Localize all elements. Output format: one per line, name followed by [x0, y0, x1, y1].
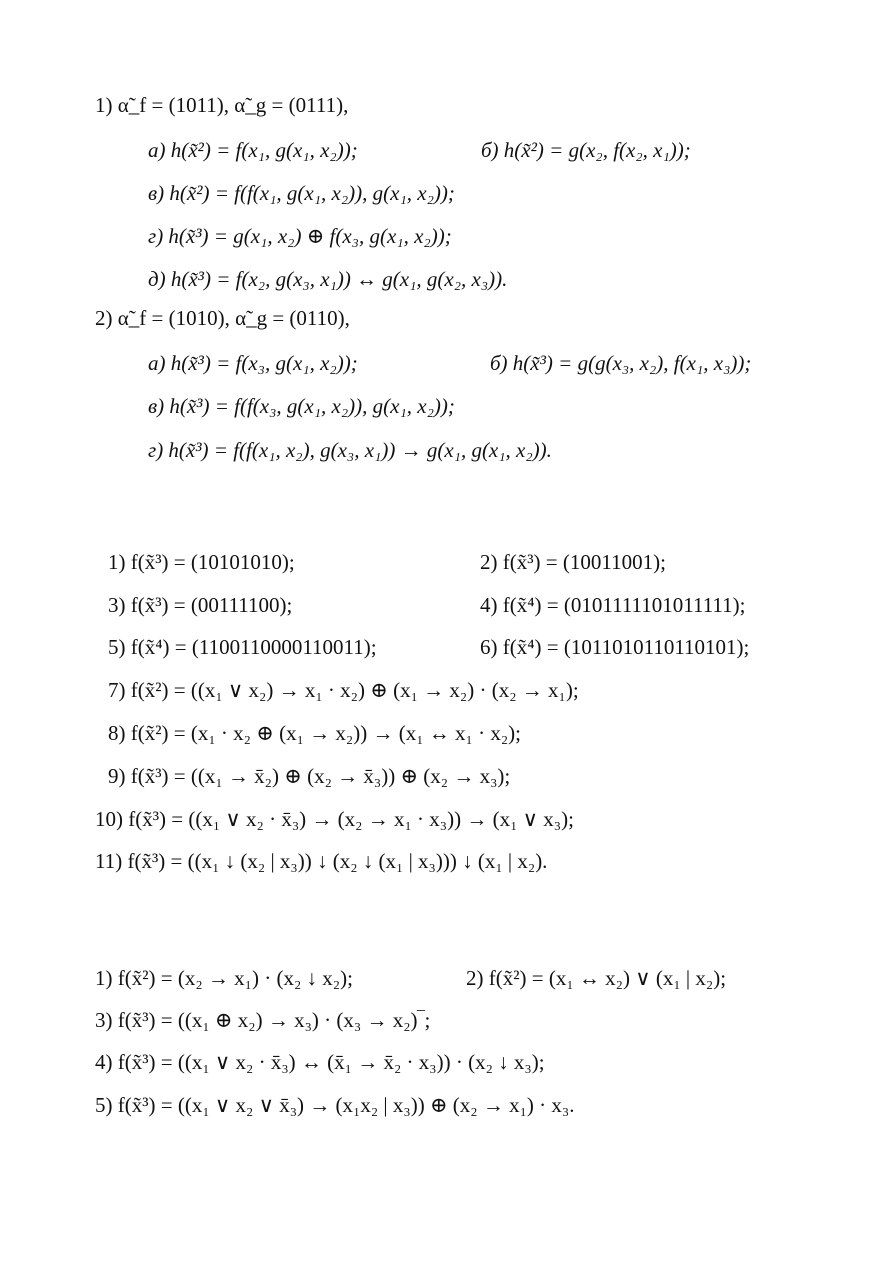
block3-item-3: 3) f(x̃³) = ((x₁ ⊕ x₂) → x₃) · (x₃ → x₂)‾;: [95, 1008, 431, 1032]
block3-item-2: 2) f(x̃²) = (x₁ ↔ x₂) ∨ (x₁ | x₂);: [466, 966, 727, 990]
block1-item-a2: а) h(x̃³) = f(x₃, g(x₁, x₂));: [148, 351, 358, 375]
block2-item-6: 6) f(x̃⁴) = (1011010110110101);: [480, 635, 750, 659]
block3-item-4: 4) f(x̃³) = ((x₁ ∨ x₂ · x̄₃) ↔ (x̄₁ → x̄₂ · x₃)) · (x₂ ↓ x₃);: [95, 1050, 545, 1074]
block1-header-2: 2) α̃_f = (1010), α̃_g = (0110),: [95, 306, 350, 330]
block1-item-a: а) h(x̃²) = f(x₁, g(x₁, x₂));: [148, 138, 358, 162]
block2-item-9: 9) f(x̃³) = ((x₁ → x̄₂) ⊕ (x₂ → x̄₃)) ⊕ (x₂ → x₃);: [108, 764, 511, 788]
block2-item-5: 5) f(x̃⁴) = (1100110000110011);: [108, 635, 377, 659]
block1-item-d: д) h(x̃³) = f(x₂, g(x₃, x₁)) ↔ g(x₁, g(x₂, x₃)).: [148, 267, 508, 291]
block1-item-v2: в) h(x̃³) = f(f(x₃, g(x₁, x₂)), g(x₁, x₂));: [148, 394, 455, 418]
block1-item-b2: б) h(x̃³) = g(g(x₃, x₂), f(x₁, x₃));: [490, 351, 752, 375]
block2-item-2: 2) f(x̃³) = (10011001);: [480, 550, 666, 574]
block1-item-b: б) h(x̃²) = g(x₂, f(x₂, x₁));: [481, 138, 691, 162]
block2-item-10: 10) f(x̃³) = ((x₁ ∨ x₂ · x̄₃) → (x₂ → x₁ · x₃)) → (x₁ ∨ x₃);: [95, 807, 574, 831]
block2-item-1: 1) f(x̃³) = (10101010);: [108, 550, 295, 574]
block3-item-1: 1) f(x̃²) = (x₂ → x₁) · (x₂ ↓ x₂);: [95, 966, 353, 990]
block2-item-11: 11) f(x̃³) = ((x₁ ↓ (x₂ | x₃)) ↓ (x₂ ↓ (x₁ | x₃))) ↓ (x₁ | x₂).: [95, 849, 548, 873]
block1-item-g: г) h(x̃³) = g(x₁, x₂) ⊕ f(x₃, g(x₁, x₂));: [148, 224, 452, 248]
block2-item-4: 4) f(x̃⁴) = (0101111101011111);: [480, 593, 746, 617]
block2-item-3: 3) f(x̃³) = (00111100);: [108, 593, 293, 617]
block1-item-g2: г) h(x̃³) = f(f(x₁, x₂), g(x₃, x₁)) → g(x₁, g(x₁, x₂)).: [148, 438, 552, 462]
block2-item-8: 8) f(x̃²) = (x₁ · x₂ ⊕ (x₁ → x₂)) → (x₁ ↔ x₁ · x₂);: [108, 721, 521, 745]
block2-item-7: 7) f(x̃²) = ((x₁ ∨ x₂) → x₁ · x₂) ⊕ (x₁ → x₂) · (x₂ → x₁);: [108, 678, 579, 702]
block1-item-v: в) h(x̃²) = f(f(x₁, g(x₁, x₂)), g(x₁, x₂));: [148, 181, 455, 205]
block1-header-1: 1) α̃_f = (1011), α̃_g = (0111),: [95, 93, 349, 117]
block3-item-5: 5) f(x̃³) = ((x₁ ∨ x₂ ∨ x̄₃) → (x₁x₂ | x₃)) ⊕ (x₂ → x₁) · x₃.: [95, 1093, 575, 1117]
